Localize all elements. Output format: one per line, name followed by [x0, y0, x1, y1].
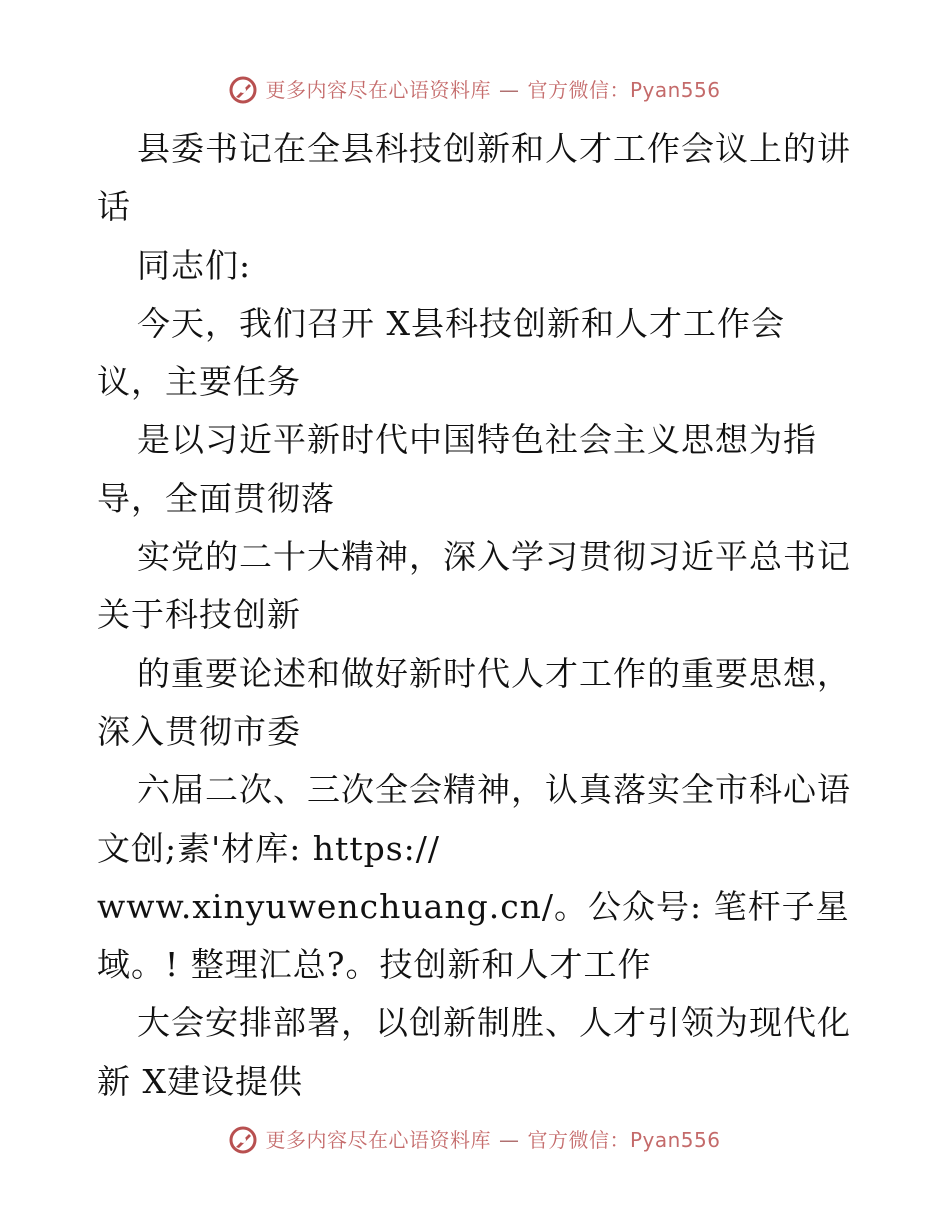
text-line: 文创;素'材库: https:// [97, 828, 440, 868]
salutation: 同志们: [137, 245, 252, 285]
watermark-text: 更多内容尽在心语资料库 [265, 1128, 491, 1152]
header-watermark [0, 76, 950, 104]
feather-circle-icon [229, 76, 257, 104]
watermark-separator: — [498, 1128, 520, 1152]
text-line: 大会安排部署，以创新制胜、人才引领为现代化 [137, 1003, 851, 1043]
text-line: 今天，我们召开 X县科技创新和人才工作会 [137, 303, 785, 343]
text-line: 新 X建设提供 [97, 1061, 303, 1101]
text-line: www.xinyuwenchuang.cn/。公众号: 笔杆子星 [97, 886, 850, 926]
text-line: 议，主要任务 [97, 362, 301, 402]
text-line: 六届二次、三次全会精神，认真落实全市科心语 [137, 770, 851, 810]
text-line: 域。! 整理汇总?。技创新和人才工作 [97, 945, 652, 985]
feather-circle-icon [229, 1126, 257, 1154]
watermark-separator: — [498, 78, 520, 102]
text-line: 关于科技创新 [97, 595, 301, 635]
document-body [97, 120, 867, 1111]
footer-watermark [0, 1126, 950, 1154]
text-line: 导，全面贯彻落 [97, 478, 335, 518]
text-line: 实党的二十大精神，深入学习贯彻习近平总书记 [137, 537, 851, 577]
text-line: 是以习近平新时代中国特色社会主义思想为指 [137, 420, 817, 460]
watermark-text: 更多内容尽在心语资料库 [265, 78, 491, 102]
title-line-2: 话 [97, 187, 131, 227]
title-line-1: 县委书记在全县科技创新和人才工作会议上的讲 [137, 129, 851, 168]
watermark-official: 官方微信：Pyan556 [527, 1128, 721, 1152]
text-line: 深入贯彻市委 [97, 711, 301, 751]
watermark-official: 官方微信：Pyan556 [527, 78, 721, 102]
text-line: 的重要论述和做好新时代人才工作的重要思想， [137, 653, 851, 693]
